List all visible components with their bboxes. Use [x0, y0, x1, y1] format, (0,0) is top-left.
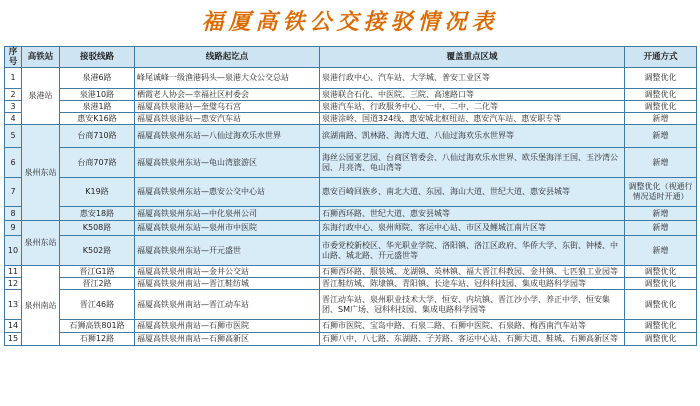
cell-mode: 调整优化（视通行情况适时开通） — [625, 178, 697, 207]
cell-route: 石狮高铁801路 — [60, 320, 135, 333]
table-row — [5, 333, 697, 346]
bus-connection-table — [4, 46, 697, 346]
cell-endpoints: 栖霞老人协会—幸福社区村委会 — [135, 89, 320, 101]
cell-mode: 新增 — [625, 125, 697, 148]
cell-endpoints: 福厦高铁泉州东站—泉州市中医院 — [135, 221, 320, 236]
cell-no: 12 — [5, 278, 22, 290]
header-mode: 开通方式 — [625, 47, 697, 68]
cell-endpoints: 福厦高铁泉州南站—晋江动车站 — [135, 290, 320, 320]
cell-no: 9 — [5, 221, 22, 236]
cell-mode: 调整优化 — [625, 320, 697, 333]
table-header-row — [5, 47, 697, 68]
cell-route: 台商710路 — [60, 125, 135, 148]
header-endpoints: 线路起讫点 — [135, 47, 320, 68]
table-row — [5, 68, 697, 89]
cell-mode: 新增 — [625, 113, 697, 125]
cell-endpoints: 福厦高铁泉州南站—晋江鞋纺城 — [135, 278, 320, 290]
cell-mode: 调整优化 — [625, 266, 697, 278]
cell-coverage: 东海行政中心、泉州师院、客运中心站、市区及鲤城江南片区等 — [320, 221, 625, 236]
cell-route: 晋江2路 — [60, 278, 135, 290]
cell-coverage: 海丝公园亚艺园、台商区管委会、八仙过海欢乐水世界、欧乐堡海洋王国、玉沙湾公园、月亮湾、龟山湾等 — [320, 148, 625, 178]
page-title: 福厦高铁公交接驳情况表 — [201, 9, 499, 35]
table-row — [5, 113, 697, 125]
cell-coverage: 晋江动车站、泉州职业技术大学、恒安、内坑镇、晋江沙小学、养正中学、恒安集团、SM广场、冠科科技园、集成电路科学园等 — [320, 290, 625, 320]
cell-route: 泉港1路 — [60, 101, 135, 113]
cell-station-quanzhou-east: 泉州东站 — [22, 125, 60, 221]
cell-mode: 调整优化 — [625, 68, 697, 89]
cell-coverage: 泉港行政中心、汽车站、大学城、普安工业区等 — [320, 68, 625, 89]
header-route: 接驳线路 — [60, 47, 135, 68]
cell-no: 6 — [5, 148, 22, 178]
cell-route: 石狮12路 — [60, 333, 135, 346]
cell-mode: 调整优化 — [625, 333, 697, 346]
cell-mode: 新增 — [625, 236, 697, 266]
cell-no: 14 — [5, 320, 22, 333]
table-row — [5, 178, 697, 207]
cell-mode: 调整优化 — [625, 290, 697, 320]
cell-no: 2 — [5, 89, 22, 101]
cell-coverage: 市委党校新校区、华光职业学院、洛阳镇、洛江区政府、华侨大学、东街、钟楼、中山路、城北路、开元盛世等 — [320, 236, 625, 266]
cell-no: 4 — [5, 113, 22, 125]
cell-coverage: 泉港涂岭、国道324线、惠安城北枢纽站、惠安汽车站、惠安职专等 — [320, 113, 625, 125]
table-row — [5, 148, 697, 178]
cell-endpoints: 福厦高铁泉州东站—龟山湾旅游区 — [135, 148, 320, 178]
cell-endpoints: 福厦高铁泉港站—惠安汽车站 — [135, 113, 320, 125]
table-row — [5, 89, 697, 101]
cell-no: 1 — [5, 68, 22, 89]
cell-route: K19路 — [60, 178, 135, 207]
cell-endpoints: 福厦高铁泉州南站—石狮市医院 — [135, 320, 320, 333]
cell-no: 3 — [5, 101, 22, 113]
table-row — [5, 101, 697, 113]
cell-no: 13 — [5, 290, 22, 320]
cell-coverage: 石狮西环路、世纪大道、惠安县城等 — [320, 207, 625, 221]
table-row — [5, 207, 697, 221]
cell-mode: 新增 — [625, 148, 697, 178]
table-row — [5, 266, 697, 278]
header-no: 序号 — [5, 47, 22, 68]
cell-mode: 调整优化 — [625, 278, 697, 290]
cell-route: 晋江46路 — [60, 290, 135, 320]
cell-route: 台商707路 — [60, 148, 135, 178]
cell-station-quangang: 泉港站 — [22, 68, 60, 125]
table-row — [5, 236, 697, 266]
cell-mode: 调整优化 — [625, 89, 697, 101]
cell-coverage: 惠安百崎回族乡、南北大道、东园、海山大道、世纪大道、惠安县城等 — [320, 178, 625, 207]
cell-coverage: 石狮市医院、宝岛中路、石泉二路、石狮中医院、石泉路、梅西南汽车站等 — [320, 320, 625, 333]
cell-station-quanzhou-east-2: 泉州东站 — [22, 221, 60, 266]
cell-mode: 新增 — [625, 221, 697, 236]
cell-endpoints: 福厦高铁泉州东站—八仙过海欢乐水世界 — [135, 125, 320, 148]
table-row — [5, 221, 697, 236]
cell-route: 惠安18路 — [60, 207, 135, 221]
header-station: 高铁站 — [22, 47, 60, 68]
cell-no: 11 — [5, 266, 22, 278]
cell-route: K508路 — [60, 221, 135, 236]
cell-no: 15 — [5, 333, 22, 346]
header-coverage: 覆盖重点区域 — [320, 47, 625, 68]
cell-no: 5 — [5, 125, 22, 148]
cell-endpoints: 福厦高铁泉港站—奎璧乌石宫 — [135, 101, 320, 113]
cell-endpoints: 福厦高铁泉州东站—开元盛世 — [135, 236, 320, 266]
cell-route: 惠安K16路 — [60, 113, 135, 125]
cell-route: K502路 — [60, 236, 135, 266]
cell-no: 10 — [5, 236, 22, 266]
cell-endpoints: 福厦高铁泉州东站—中化泉州公司 — [135, 207, 320, 221]
cell-coverage: 石狮八中、八七路、东湖路、子芳路、客运中心站、石狮大道、鞋城、石狮高新区等 — [320, 333, 625, 346]
cell-route: 泉港6路 — [60, 68, 135, 89]
table-row — [5, 290, 697, 320]
cell-mode: 调整优化 — [625, 101, 697, 113]
cell-coverage: 泉港联合石化、中医院、三院、高速路口等 — [320, 89, 625, 101]
table-row — [5, 320, 697, 333]
cell-route: 泉港10路 — [60, 89, 135, 101]
cell-coverage: 滨湖南路、凯林路、海湾大道、八仙过海欢乐水世界等 — [320, 125, 625, 148]
cell-station-quanzhou-south: 泉州南站 — [22, 266, 60, 346]
cell-endpoints: 峰尾诚峰一级渔港码头—泉港大众公交总站 — [135, 68, 320, 89]
table-row — [5, 278, 697, 290]
cell-coverage: 石狮西环路、服装城、龙湖镇、英林镇、福大晋江科教园、金井镇、七匹狼工业园等 — [320, 266, 625, 278]
cell-coverage: 泉港汽车站、行政服务中心、一中、二中、二化等 — [320, 101, 625, 113]
cell-endpoints: 福厦高铁泉州南站—石狮高新区 — [135, 333, 320, 346]
cell-endpoints: 福厦高铁泉州东站—惠安公交中心站 — [135, 178, 320, 207]
cell-endpoints: 福厦高铁泉州南站—金井公交站 — [135, 266, 320, 278]
cell-no: 7 — [5, 178, 22, 207]
cell-route: 晋江G1路 — [60, 266, 135, 278]
cell-mode: 新增 — [625, 207, 697, 221]
cell-no: 8 — [5, 207, 22, 221]
cell-coverage: 晋江鞋纺城、陈埭镇、青阳镇、长途车站、冠科科技园、集成电路科学园等 — [320, 278, 625, 290]
table-row — [5, 125, 697, 148]
